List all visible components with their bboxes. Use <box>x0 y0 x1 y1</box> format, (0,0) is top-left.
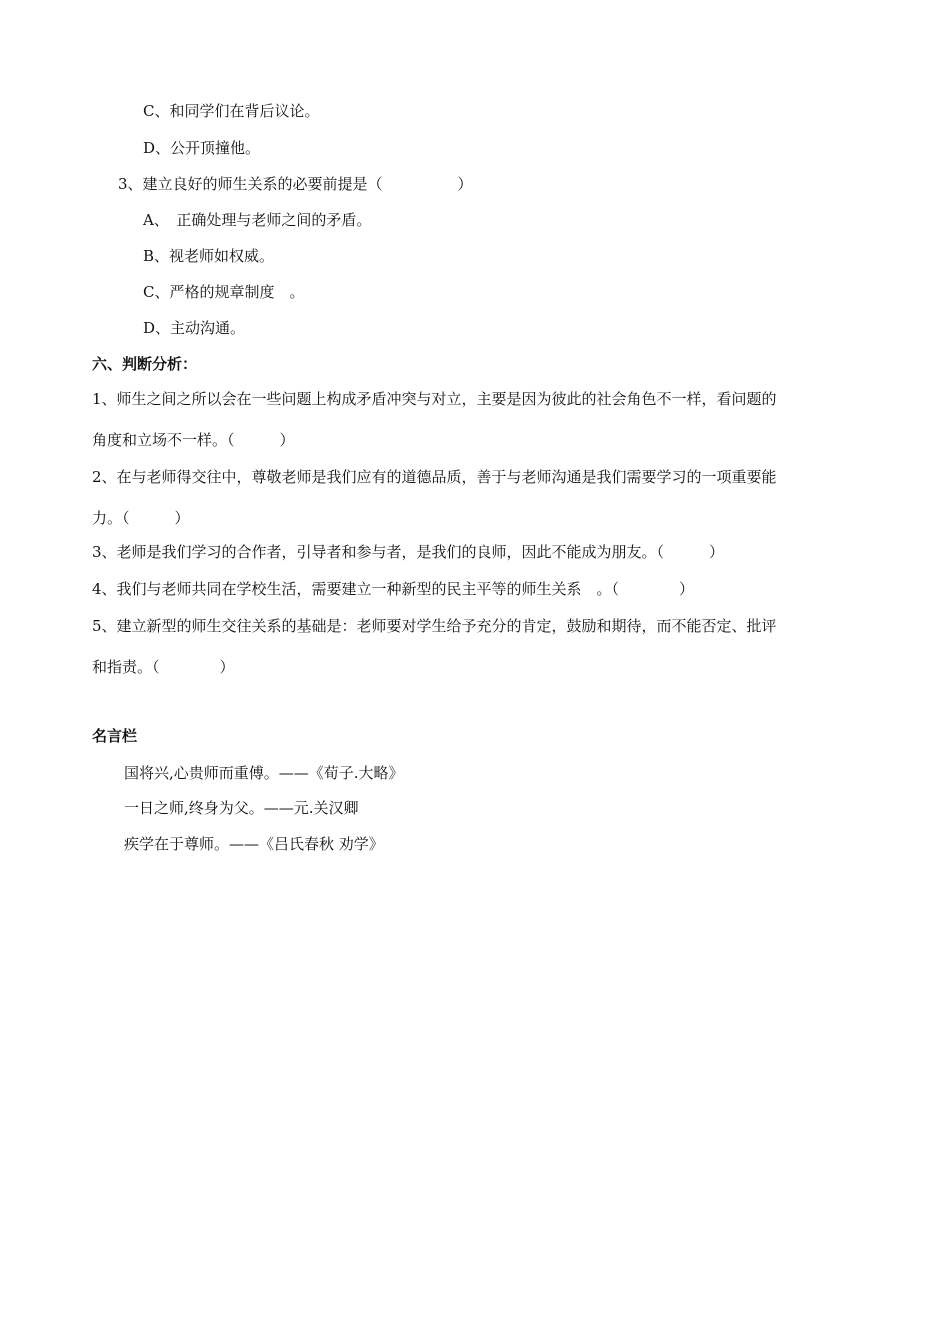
judge-item-1-line2: 角度和立场不一样。（ ） <box>92 431 295 449</box>
q3-option-a: A、 正确处理与老师之间的矛盾。 <box>143 211 372 229</box>
quotes-heading: 名言栏 <box>92 727 138 745</box>
quote-2: 一日之师,终身为父。——元.关汉卿 <box>124 799 359 817</box>
judge-item-5-line1: 5、建立新型的师生交往关系的基础是：老师要对学生给予充分的肯定，鼓励和期待，而不能否定、批评 <box>92 617 777 635</box>
judge-item-2-line1: 2、在与老师得交往中，尊敬老师是我们应有的道德品质，善于与老师沟通是我们需要学习的一项重要能 <box>92 468 777 486</box>
q3-option-d: D、主动沟通。 <box>143 319 246 337</box>
q3-stem: 3、建立良好的师生关系的必要前提是（ ） <box>118 175 473 193</box>
q3-option-b: B、视老师如权威。 <box>143 247 275 265</box>
judge-item-1-line1: 1、师生之间之所以会在一些问题上构成矛盾冲突与对立，主要是因为彼此的社会角色不一样，看问题的 <box>92 390 777 408</box>
quote-1: 国将兴,心贵师而重傅。——《荀子.大略》 <box>124 764 404 782</box>
q2-option-d: D、公开顶撞他。 <box>143 139 261 157</box>
judge-item-3: 3、老师是我们学习的合作者，引导者和参与者，是我们的良师，因此不能成为朋友。（ ） <box>92 543 725 561</box>
quote-3: 疾学在于尊师。——《吕氏春秋 劝学》 <box>124 835 384 853</box>
judge-item-4: 4、我们与老师共同在学校生活，需要建立一种新型的民主平等的师生关系 。（ ） <box>92 580 695 598</box>
judge-item-2-line2: 力。（ ） <box>92 509 190 527</box>
q3-option-c: C、严格的规章制度 。 <box>143 283 305 301</box>
section6-heading: 六、判断分析： <box>92 355 198 373</box>
judge-item-5-line2: 和指责。（ ） <box>92 658 235 676</box>
q2-option-c: C、和同学们在背后议论。 <box>143 102 320 120</box>
